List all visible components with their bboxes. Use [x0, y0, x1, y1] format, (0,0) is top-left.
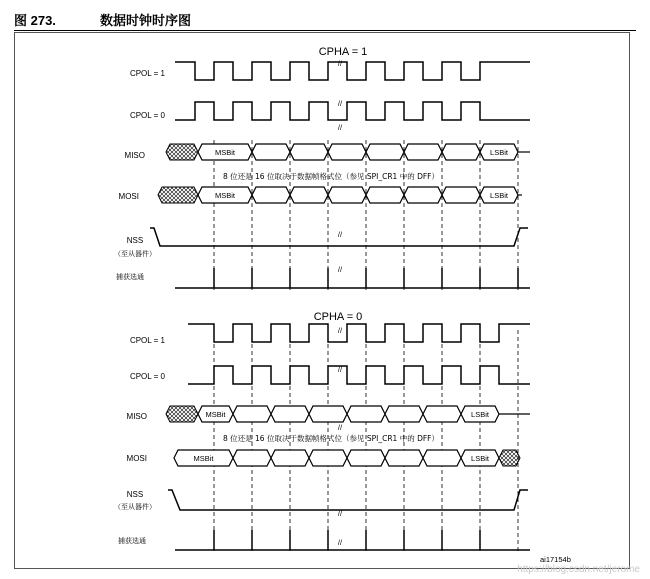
cpha1-cpol1-clock [175, 62, 530, 80]
cpha1-cpol0-label: CPOL = 0 [129, 111, 165, 120]
cpha0-miso-bit-cell-2 [271, 406, 309, 422]
cpha0-mosi-bit-cell-6 [423, 450, 461, 466]
cpha0-miso-lsbit-text: LSBit [471, 410, 489, 419]
cpha1-break-mark-3: // [337, 230, 343, 239]
cpha0-mosi-bit-cell-2 [271, 450, 309, 466]
cpha0-mosi-bit-cell-3 [309, 450, 347, 466]
cpha1-miso-msbit-text: MSBit [214, 148, 236, 157]
cpha0-mosi-lsbit-text: LSBit [471, 454, 489, 463]
cpha1-cpol1-label: CPOL = 1 [129, 69, 165, 78]
cpha1-mosi-bit-cell-4 [366, 187, 404, 203]
cpha1-mosi-bit-cell-6 [442, 187, 480, 203]
cpha1-nss-label: NSS [126, 236, 144, 245]
cpha0-cpol1-clock [188, 324, 530, 342]
cpha0-break-mark-4: // [337, 538, 343, 547]
figure-reference: ai17154b [540, 555, 571, 564]
cpha1-capture-label: 捕获选通 [116, 273, 144, 281]
cpha0-miso-bit-cell-3 [309, 406, 347, 422]
watermark: https://blog.csdn.net/jerome [517, 564, 640, 575]
cpha1-nss-sublabel: （至从器件） [114, 250, 156, 258]
cpha1-miso-lsbit-text: LSBit [490, 148, 508, 157]
figure-title: 数据时钟时序图 [100, 14, 192, 29]
cpha1-break-mark-2: // [337, 123, 343, 132]
cpha1-miso-bit-cell-5 [404, 144, 442, 160]
cpha0-cpol0-label: CPOL = 0 [129, 372, 165, 381]
cpha0-miso-bit-cell-1 [233, 406, 271, 422]
cpha0-break-mark-0: // [337, 326, 343, 335]
cpha0-miso-bit-cell-4 [347, 406, 385, 422]
cpha1-break-mark-1: // [337, 99, 343, 108]
cpha0-nss-signal [168, 490, 528, 510]
cpha1-mosi-msbit-text: MSBit [214, 191, 236, 200]
cpha0-miso-msbit-text: MSBit [205, 410, 226, 419]
cpha1-title: CPHA = 1 [318, 46, 368, 58]
cpha0-miso-hiz [166, 406, 198, 422]
cpha1-mosi-bit-cell-3 [328, 187, 366, 203]
cpha1-miso-bit-cell-3 [328, 144, 366, 160]
cpha1-mosi-hiz [158, 187, 198, 203]
cpha0-nss-label: NSS [126, 490, 144, 499]
cpha0-nss-sublabel: （至从器件） [114, 503, 156, 511]
cpha1-mosi-lsbit-text: LSBit [490, 191, 508, 200]
cpha0-break-mark-1: // [337, 365, 343, 374]
cpha0-mosi-bit-cell-4 [347, 450, 385, 466]
cpha1-miso-bit-cell-6 [442, 144, 480, 160]
cpha0-mosi-bit-cell-5 [385, 450, 423, 466]
cpha0-mosi-bit-cell-1 [233, 450, 271, 466]
cpha1-miso-bit-cell-1 [252, 144, 290, 160]
cpha0-mosi-hiz-tail [499, 450, 520, 466]
cpha1-miso-bit-cell-4 [366, 144, 404, 160]
cpha1-mosi-label: MOSI [118, 192, 139, 201]
cpha0-mosi-label: MOSI [126, 454, 147, 463]
cpha1-break-mark-4: // [337, 265, 343, 274]
cpha1-frame-note: 8 位还是 16 位取决于数据帧格式位（参见 SPI_CR1 中的 DFF） [223, 172, 439, 181]
cpha0-miso-label: MISO [126, 412, 147, 421]
cpha0-title: CPHA = 0 [313, 311, 363, 323]
cpha1-mosi-bit-cell-2 [290, 187, 328, 203]
cpha1-break-mark-0: // [337, 59, 343, 68]
cpha0-miso-bit-cell-6 [423, 406, 461, 422]
cpha1-mosi-bit-cell-1 [252, 187, 290, 203]
cpha0-capture-label: 捕获选通 [118, 537, 146, 545]
cpha0-miso-bit-cell-5 [385, 406, 423, 422]
cpha0-break-mark-2: // [337, 423, 343, 432]
cpha0-frame-note: 8 位还是 16 位取决于数据帧格式位（参见 SPI_CR1 中的 DFF） [223, 434, 439, 443]
cpha1-cpol0-clock [175, 102, 530, 120]
cpha0-cpol1-label: CPOL = 1 [129, 336, 165, 345]
cpha1-miso-hiz [166, 144, 198, 160]
cpha0-cpol0-clock [188, 366, 530, 384]
cpha0-mosi-msbit-text: MSBit [193, 454, 214, 463]
cpha0-break-mark-3: // [337, 509, 343, 518]
figure-number: 图 273. [14, 13, 56, 28]
cpha1-mosi-bit-cell-5 [404, 187, 442, 203]
cpha1-miso-label: MISO [124, 151, 145, 160]
cpha1-miso-bit-cell-2 [290, 144, 328, 160]
